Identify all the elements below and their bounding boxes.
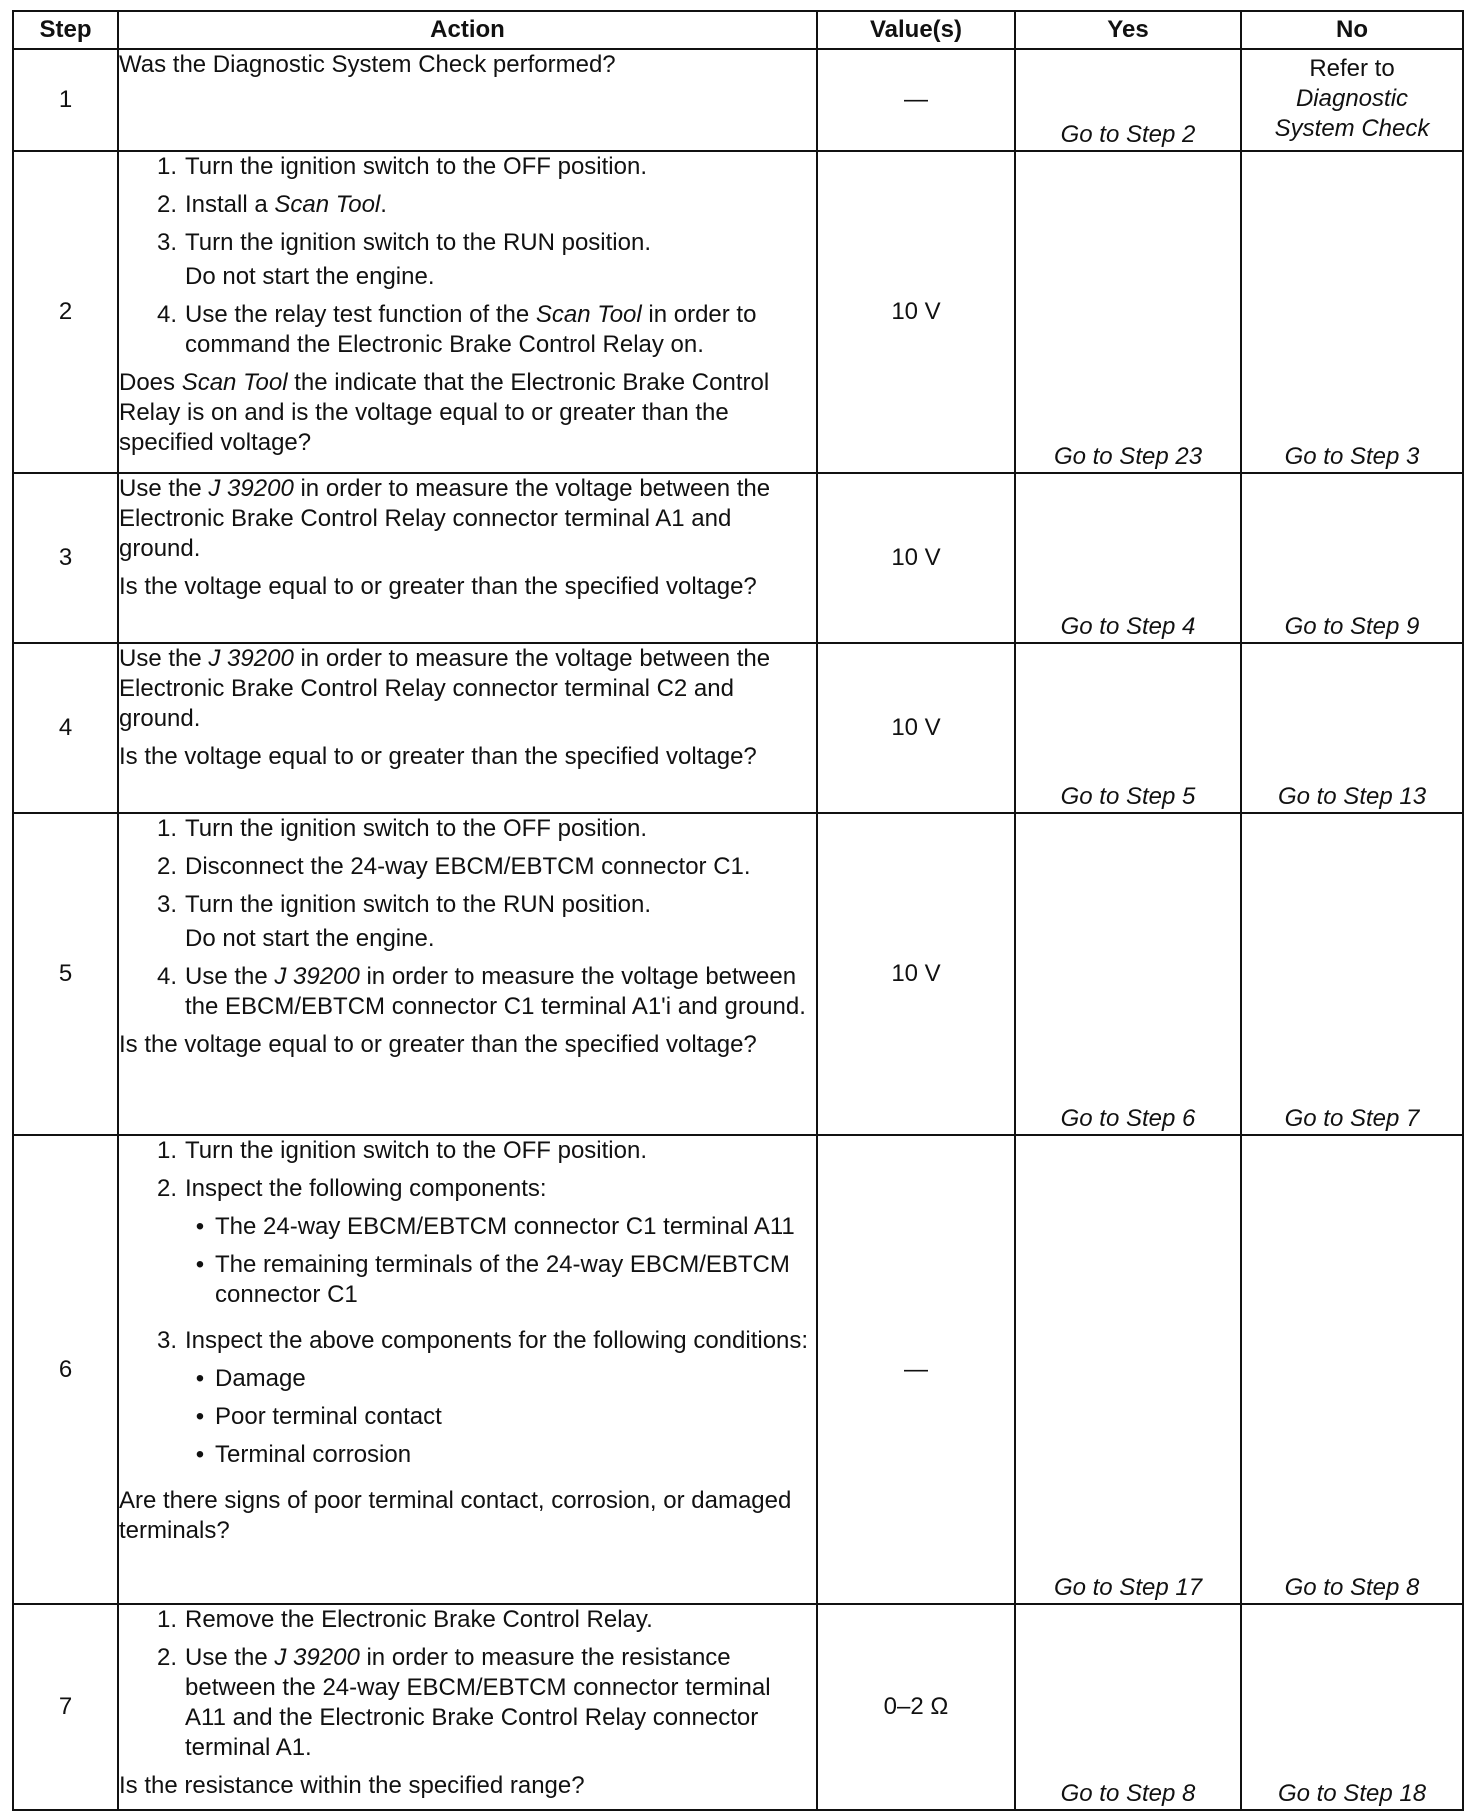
bullet-item: [185, 1402, 816, 1432]
step-item-number: 2.: [156, 191, 177, 218]
step-number: 3: [13, 473, 118, 643]
step-item-text: [185, 1326, 816, 1478]
table-row-step-3: [13, 473, 1463, 643]
value-cell: 10 V: [817, 643, 1015, 813]
no-cell: Go to Step 9: [1241, 473, 1463, 643]
action-cell: [118, 813, 817, 1135]
component-bullets: [185, 1212, 816, 1310]
text-fragment: in order to measure the voltage between the EBCM/EBTCM connector C1 terminal A1'i and ground.: [185, 963, 806, 1020]
yes-cell: Go to Step 23: [1015, 151, 1241, 473]
action-step: [119, 1605, 816, 1635]
step-number: 1: [13, 49, 118, 151]
action-cell: [118, 643, 817, 813]
action-step: [119, 1643, 816, 1763]
step-number: 7: [13, 1604, 118, 1810]
text-fragment: Use the relay test function of the: [185, 301, 536, 328]
step-number: 4: [13, 643, 118, 813]
bullet-text: The 24-way EBCM/EBTCM connector C1 terminal A11: [215, 1213, 795, 1240]
action-step: [119, 228, 816, 258]
step-number: 2: [13, 151, 118, 473]
tool-name: Scan Tool: [181, 369, 288, 396]
text-fragment: Use the: [119, 475, 209, 502]
no-cell: Go to Step 8: [1241, 1135, 1463, 1604]
bullet-text: Damage: [215, 1365, 306, 1392]
bullet-dot: •: [195, 1403, 205, 1430]
action-question: Are there signs of poor terminal contact, corrosion, or damaged terminals?: [119, 1487, 792, 1544]
step-item-heading: Inspect the above components for the following conditions:: [185, 1327, 809, 1354]
step-item-text: [185, 1643, 816, 1763]
action-steps: [119, 152, 816, 360]
step-item-subnote: Do not start the engine.: [185, 263, 435, 290]
no-cell: Go to Step 13: [1241, 643, 1463, 813]
text-fragment: .: [380, 191, 387, 218]
text-fragment: the indicate that the Electronic Brake Control Relay is on and is the voltage equal to or greater than the specified voltage?: [119, 369, 770, 456]
diagnostic-table: [12, 10, 1464, 1811]
step-item-text: Turn the ignition switch to the OFF position.: [185, 153, 647, 180]
step-item-text: [185, 300, 816, 360]
yes-cell: Go to Step 8: [1015, 1604, 1241, 1810]
table-row-step-5: [13, 813, 1463, 1135]
bullet-text: Terminal corrosion: [215, 1441, 412, 1468]
bullet-item: [185, 1212, 816, 1242]
text-fragment: Use the: [185, 1644, 275, 1671]
header-value: Value(s): [817, 11, 1015, 49]
value-cell: —: [817, 49, 1015, 151]
step-item-subnote: Do not start the engine.: [185, 925, 435, 952]
action-question: [119, 368, 816, 458]
bullet-text: The remaining terminals of the 24-way EBCM/EBTCM connector C1: [215, 1251, 790, 1308]
step-item-text: [185, 190, 816, 220]
action-cell: [118, 151, 817, 473]
text-fragment: in order to measure the resistance between the 24-way EBCM/EBTCM connector terminal A11 and the Electronic Brake Control Relay connector terminal A1.: [185, 1644, 771, 1761]
step-item-number: 1.: [156, 153, 177, 180]
action-question: Is the resistance within the specified range?: [119, 1772, 585, 1799]
action-steps: [119, 1136, 816, 1478]
bullet-dot: •: [195, 1213, 205, 1240]
step-number: 5: [13, 813, 118, 1135]
no-system-check: System Check: [1274, 115, 1430, 142]
tool-name: J 39200: [274, 1644, 360, 1671]
action-step: [119, 1136, 816, 1166]
step-item-number: 2.: [156, 1175, 177, 1202]
action-cell: [118, 473, 817, 643]
condition-bullets: [185, 1364, 816, 1470]
table-row-step-1: [13, 49, 1463, 151]
no-cell: [1241, 49, 1463, 151]
tool-name: Scan Tool: [535, 301, 642, 328]
table-row-step-4: [13, 643, 1463, 813]
action-steps: [119, 814, 816, 1022]
yes-cell: Go to Step 4: [1015, 473, 1241, 643]
step-item-text: Disconnect the 24-way EBCM/EBTCM connector C1.: [185, 853, 751, 880]
no-cell: Go to Step 18: [1241, 1604, 1463, 1810]
step-item-number: 3.: [156, 891, 177, 918]
bullet-text: Poor terminal contact: [215, 1403, 442, 1430]
header-yes: Yes: [1015, 11, 1241, 49]
text-fragment: Use the: [119, 645, 209, 672]
action-step: [119, 190, 816, 220]
value-cell: —: [817, 1135, 1015, 1604]
header-step: Step: [13, 11, 118, 49]
step-item-number: 3.: [156, 1327, 177, 1354]
value-cell: 10 V: [817, 151, 1015, 473]
action-question: Was the Diagnostic System Check performed?: [119, 51, 616, 78]
text-fragment: in order to command the Electronic Brake Control Relay on.: [185, 301, 757, 358]
no-cell: Go to Step 7: [1241, 813, 1463, 1135]
step-item-text: [185, 1174, 816, 1318]
step-item-heading: Inspect the following components:: [185, 1175, 547, 1202]
action-intro: [119, 644, 816, 734]
step-item-number: 1.: [156, 815, 177, 842]
action-step: [119, 852, 816, 882]
no-diagnostic: Diagnostic: [1295, 85, 1409, 112]
bullet-item: [185, 1250, 816, 1310]
step-item-text: [185, 962, 816, 1022]
step-item-number: 2.: [156, 1644, 177, 1671]
table-row-step-2: [13, 151, 1463, 473]
step-item-number: 4.: [156, 301, 177, 328]
action-step: [119, 152, 816, 182]
value-cell: 10 V: [817, 813, 1015, 1135]
text-fragment: in order to measure the voltage between the Electronic Brake Control Relay connector terminal A1 and ground.: [119, 475, 771, 562]
bullet-item: [185, 1440, 816, 1470]
action-question: Is the voltage equal to or greater than the specified voltage?: [119, 573, 757, 600]
no-cell: Go to Step 3: [1241, 151, 1463, 473]
action-intro: [119, 474, 816, 564]
step-item-number: 4.: [156, 963, 177, 990]
action-cell: [118, 1135, 817, 1604]
text-fragment: Use the: [185, 963, 275, 990]
action-cell: [118, 1604, 817, 1810]
step-item-text: Turn the ignition switch to the OFF position.: [185, 1137, 647, 1164]
step-item-number: 3.: [156, 229, 177, 256]
tool-name: Scan Tool: [274, 191, 381, 218]
action-step: [119, 1174, 816, 1318]
header-no: No: [1241, 11, 1463, 49]
step-item-text: Turn the ignition switch to the OFF position.: [185, 815, 647, 842]
header-action: Action: [118, 11, 817, 49]
diagnostic-page: [12, 10, 1462, 1807]
bullet-item: [185, 1364, 816, 1394]
step-item-number: 1.: [156, 1606, 177, 1633]
value-cell: 0–2 Ω: [817, 1604, 1015, 1810]
action-step: [119, 962, 816, 1022]
action-step: [119, 814, 816, 844]
step-item-number: 2.: [156, 853, 177, 880]
yes-cell: Go to Step 2: [1015, 49, 1241, 151]
step-number: 6: [13, 1135, 118, 1604]
bullet-dot: •: [195, 1441, 205, 1468]
no-refer-to: Refer to: [1309, 55, 1395, 82]
value-cell: 10 V: [817, 473, 1015, 643]
bullet-dot: •: [195, 1365, 205, 1392]
action-step: [119, 890, 816, 920]
action-step: [119, 300, 816, 360]
text-fragment: Does: [119, 369, 182, 396]
table-row-step-7: [13, 1604, 1463, 1810]
step-item-text: Remove the Electronic Brake Control Relay.: [185, 1606, 653, 1633]
action-cell: [118, 49, 817, 151]
yes-cell: Go to Step 6: [1015, 813, 1241, 1135]
step-item-text: Turn the ignition switch to the RUN position.: [185, 891, 651, 918]
action-step: [119, 1326, 816, 1478]
yes-cell: Go to Step 17: [1015, 1135, 1241, 1604]
table-header-row: [13, 11, 1463, 49]
action-steps: [119, 1605, 816, 1763]
bullet-dot: •: [195, 1251, 205, 1278]
text-fragment: in order to measure the voltage between the Electronic Brake Control Relay connector terminal C2 and ground.: [119, 645, 771, 732]
tool-name: J 39200: [208, 645, 294, 672]
action-question: Is the voltage equal to or greater than the specified voltage?: [119, 1031, 757, 1058]
yes-cell: Go to Step 5: [1015, 643, 1241, 813]
step-item-text: Turn the ignition switch to the RUN position.: [185, 229, 651, 256]
text-fragment: Install a: [185, 191, 275, 218]
table-row-step-6: [13, 1135, 1463, 1604]
tool-name: J 39200: [274, 963, 360, 990]
tool-name: J 39200: [208, 475, 294, 502]
action-question: Is the voltage equal to or greater than the specified voltage?: [119, 743, 757, 770]
step-item-number: 1.: [156, 1137, 177, 1164]
